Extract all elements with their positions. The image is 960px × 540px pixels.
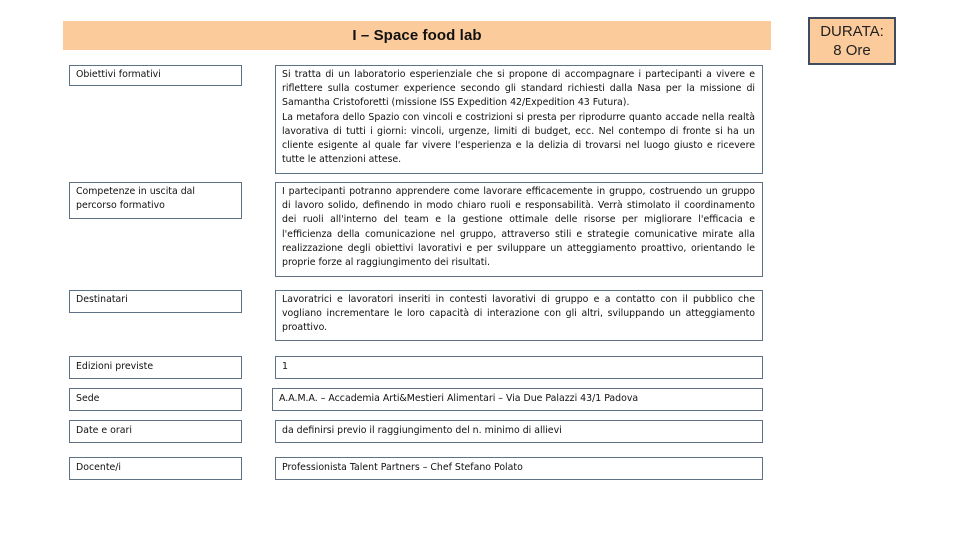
label-text: Competenze in uscita dal percorso formativo	[76, 186, 196, 212]
value-destinatari	[275, 290, 763, 341]
duration-badge	[808, 17, 896, 65]
value-sede	[272, 388, 763, 411]
label-text: Docente/i	[76, 462, 122, 474]
value-text: 1	[282, 361, 288, 373]
label-edizioni-previste	[69, 356, 242, 379]
label-docenti	[69, 457, 242, 480]
label-destinatari	[69, 290, 242, 313]
course-title-bar	[63, 21, 771, 50]
value-obiettivi-formativi	[275, 65, 763, 174]
label-text: Destinatari	[76, 294, 128, 305]
label-text: Sede	[76, 393, 100, 405]
obiettivi-paragraph-2: La metafora dello Spazio con vincoli e costrizioni si presta per riprodurre quanto accade nella realtà lavorativa di tutti i giorni: vincoli, urgenze, limiti di budget, ecc. Nel contempo di fronte si ha un cliente esigente al quale far vivere l'esperienza e la delizia di trovarsi nel luogo giusto e ricevere tutte le attenzioni attese.	[282, 111, 755, 166]
value-text: A.A.M.A. – Accademia Arti&Mestieri Alimentari – Via Due Palazzi 43/1 Padova	[279, 393, 639, 405]
destinatari-paragraph: Lavoratrici e lavoratori inseriti in contesti lavorativi di gruppo e a contatto con il pubblico che vogliano incrementare le loro capacità di interazione con gli altri, sviluppando un atteggiamento proattivo.	[282, 294, 755, 334]
obiettivi-paragraph-1: Si tratta di un laboratorio esperienziale che si propone di accompagnare i partecipanti a vivere e riflettere sulla costumer experience secondo gli standard richiesti dalla Nasa per la missione di Samantha Cristoforetti (missione ISS Expedition 42/Expedition 43 Futura).	[282, 69, 755, 109]
duration-label: DURATA:	[820, 23, 884, 40]
label-obiettivi-formativi	[69, 65, 242, 86]
duration-value: 8 Ore	[833, 42, 871, 59]
label-text: Edizioni previste	[76, 361, 154, 373]
label-competenze-in-uscita	[69, 182, 242, 219]
value-edizioni-previste	[275, 356, 763, 379]
value-text: da definirsi previo il raggiungimento del n. minimo di allievi	[282, 425, 562, 437]
value-competenze-in-uscita	[275, 182, 763, 277]
label-sede	[69, 388, 242, 411]
label-text: Obiettivi formativi	[76, 69, 161, 80]
value-text: Professionista Talent Partners – Chef Stefano Polato	[282, 462, 523, 474]
value-date-e-orari	[275, 420, 763, 443]
label-date-e-orari	[69, 420, 242, 443]
course-title: I – Space food lab	[352, 27, 482, 44]
competenze-paragraph: I partecipanti potranno apprendere come lavorare efficacemente in gruppo, costruendo un gruppo di lavoro solido, definendo in modo chiaro ruoli e responsabilità. Verrà stimolato il coordinamento dei ruoli all'interno del team e la gestione ottimale delle risorse per migliorare l'efficacia e l'efficienza della comunicazione nel gruppo, attraverso stili e strategie comunicative mirate alla realizzazione degli obiettivi lavorativi e per sviluppare un atteggiamento proattivo, orientando le proprie forze al raggiungimento dei risultati.	[282, 186, 755, 269]
label-text: Date e orari	[76, 425, 132, 437]
value-docenti	[275, 457, 763, 480]
